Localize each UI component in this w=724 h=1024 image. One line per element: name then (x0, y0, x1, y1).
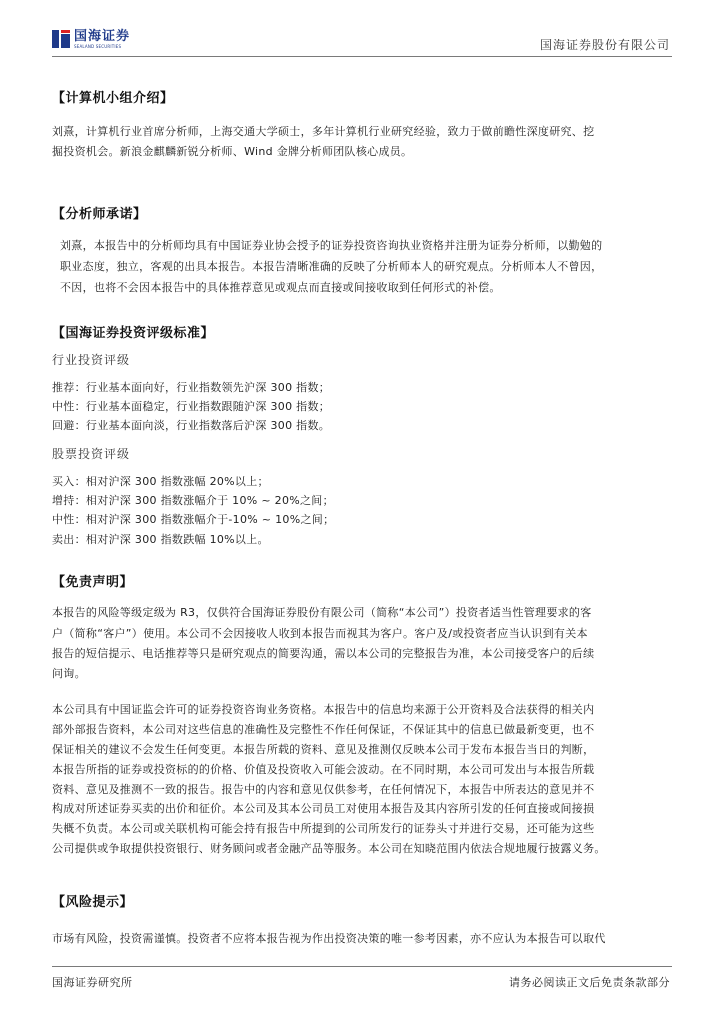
logo-cn-text: 国海证券 (74, 29, 131, 44)
industry-rating-item: 回避：行业基本面向淡，行业指数落后沪深 300 指数。 (52, 419, 331, 432)
industry-rating-item: 推荐：行业基本面向好，行业指数领先沪深 300 指数； (52, 381, 331, 394)
disclaimer-line: 本公司具有中国证监会许可的证券投资咨询业务资格。本报告中的信息均来源于公开资料及合法获得的相关内 (52, 703, 595, 716)
stock-rating-item: 中性：相对沪深 300 指数涨幅介于-10% ~ 10%之间； (52, 513, 335, 526)
disclaimer-line: 公司提供或争取提供投资银行、财务顾问或者金融产品等服务。本公司在知晓范围内依法合规地履行披露义务。 (52, 842, 606, 855)
pledge-section-title: 【分析师承诺】 (52, 207, 147, 222)
logo-en-text: SEALAND SECURITIES (74, 44, 122, 49)
company-logo (52, 30, 130, 50)
disclaimer-line: 户（简称“客户”）使用。本公司不会因接收人收到本报告而视其为客户。客户及/或投资者应当认识到有关本 (52, 627, 588, 640)
stock-rating-item: 卖出：相对沪深 300 指数跌幅 10%以上。 (52, 533, 269, 546)
team-section-title: 【计算机小组介绍】 (52, 91, 174, 106)
disclaimer-line: 资料、意见及推测不一致的报告。报告中的内容和意见仅供参考，在任何情况下，本报告中所表达的意见并不 (52, 783, 595, 796)
disclaimer-line: 报告的短信提示、电话推荐等只是研究观点的简要沟通，需以本公司的完整报告为准，本公司接受客户的后续 (52, 647, 595, 660)
stock-rating-item: 买入：相对沪深 300 指数涨幅 20%以上； (52, 475, 269, 488)
disclaimer-line: 问询。 (52, 667, 86, 680)
header-divider (52, 56, 672, 57)
industry-rating-label: 行业投资评级 (52, 353, 131, 367)
disclaimer-line: 本报告所指的证券或投资标的的价格、价值及投资收入可能会波动。在不同时期，本公司可发出与本报告所载 (52, 763, 595, 776)
logo-mark-icon (52, 30, 70, 48)
industry-rating-item: 中性：行业基本面稳定，行业指数跟随沪深 300 指数； (52, 400, 331, 413)
footer-divider (52, 966, 672, 967)
disclaimer-line: 失概不负责。本公司或关联机构可能会持有报告中所提到的公司所发行的证券头寸并进行交易，还可能为这些 (52, 822, 595, 835)
risk-line: 市场有风险，投资需谨慎。投资者不应将本报告视为作出投资决策的唯一参考因素，亦不应认为本报告可以取代 (52, 932, 606, 945)
team-line: 掘投资机会。新浪金麒麟新锐分析师、Wind 金牌分析师团队核心成员。 (52, 145, 413, 158)
rating-section-title: 【国海证券投资评级标准】 (52, 326, 215, 341)
footer-institute: 国海证券研究所 (52, 976, 133, 989)
footer-notice: 请务必阅读正文后免责条款部分 (509, 976, 670, 989)
disclaimer-line: 构成对所述证券买卖的出价和征价。本公司及其本公司员工对使用本报告及其内容所引发的任何直接或间接损 (52, 802, 595, 815)
page-header (0, 0, 724, 62)
stock-rating-item: 增持：相对沪深 300 指数涨幅介于 10% ~ 20%之间； (52, 494, 334, 507)
risk-section-title: 【风险提示】 (52, 895, 134, 910)
pledge-line: 不因，也将不会因本报告中的具体推荐意见或观点而直接或间接收取到任何形式的补偿。 (60, 281, 501, 294)
disclaimer-line: 本报告的风险等级定级为 R3，仅供符合国海证券股份有限公司（简称“本公司”）投资者适当性管理要求的客 (52, 606, 592, 619)
stock-rating-label: 股票投资评级 (52, 447, 131, 461)
pledge-line: 职业态度，独立，客观的出具本报告。本报告清晰准确的反映了分析师本人的研究观点。分析师本人不曾因， (60, 260, 603, 273)
disclaimer-line: 部外部报告资料，本公司对这些信息的准确性及完整性不作任何保证，不保证其中的信息已做最新变更，也不 (52, 723, 595, 736)
disclaimer-line: 保证相关的建议不会发生任何变更。本报告所载的资料、意见及推测仅反映本公司于发布本报告当日的判断， (52, 743, 595, 756)
header-company-name: 国海证券股份有限公司 (539, 38, 670, 52)
team-line: 刘熹，计算机行业首席分析师，上海交通大学硕士，多年计算机行业研究经验，致力于做前瞻性深度研究、挖 (52, 125, 595, 138)
pledge-line: 刘熹，本报告中的分析师均具有中国证券业协会授予的证券投资咨询执业资格并注册为证券分析师，以勤勉的 (60, 239, 603, 252)
disclaimer-section-title: 【免责声明】 (52, 575, 134, 590)
